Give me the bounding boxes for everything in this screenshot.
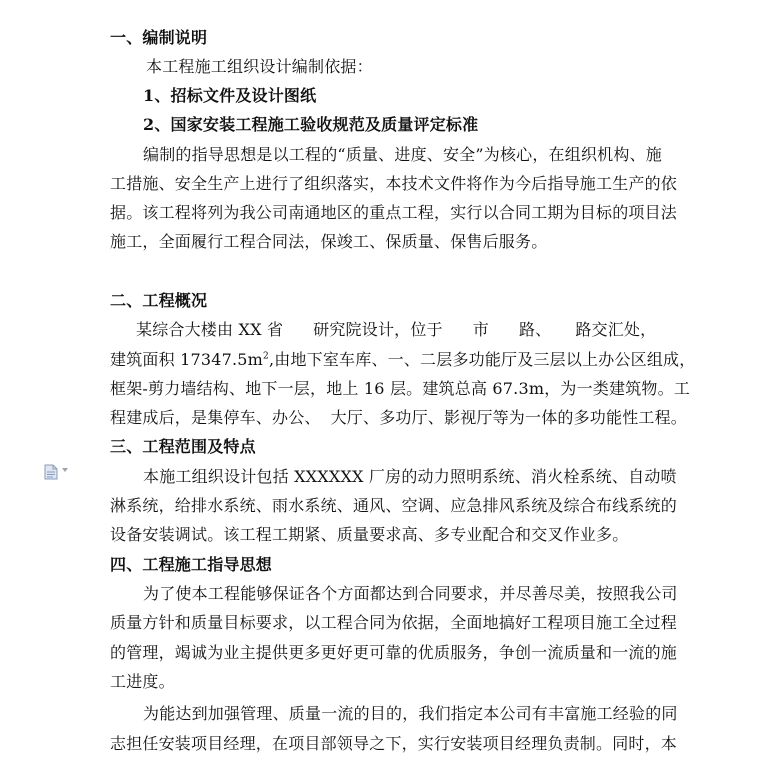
text-run: 路、 bbox=[518, 320, 552, 339]
superscript: 2 bbox=[263, 351, 269, 362]
section-1-item-2: 2、国家安装工程施工验收规范及质量评定标准 bbox=[143, 115, 479, 134]
paragraph-line: 据。该工程将列为我公司南通地区的重点工程，实行以合同工期为目标的项目法 bbox=[110, 203, 678, 222]
paragraph-line: 质量方针和质量目标要求，以工程合同为依据，全面地搞好工程项目施工全过程 bbox=[110, 613, 678, 632]
paragraph-line: 施工，全面履行工程合同法，保竣工、保质量、保售后服务。 bbox=[110, 232, 548, 251]
paragraph-line: 编制的指导思想是以工程的“质量、进度、安全”为核心，在组织机构、施 bbox=[143, 145, 662, 164]
paragraph-line: 为能达到加强管理、质量一流的目的，我们指定本公司有丰富施工经验的同 bbox=[143, 704, 678, 723]
paragraph-line: 工措施、安全生产上进行了组织落实，本技术文件将作为今后指导施工生产的依 bbox=[110, 174, 678, 193]
section-heading-2: 二、工程概况 bbox=[110, 291, 208, 310]
text-run: 市 bbox=[472, 320, 489, 339]
paragraph-line: 志担任安装项目经理，在项目部领导之下，实行安装项目经理负责制。同时，本 bbox=[110, 734, 678, 753]
paragraph-line: 设备安装调试。该工程工期紧、质量要求高、多专业配合和交叉作业多。 bbox=[110, 525, 629, 544]
paragraph-line bbox=[110, 403, 688, 432]
section-heading-4: 四、工程施工指导思想 bbox=[110, 555, 273, 574]
text-run: ,由地下室车库、一、二层多功能厅及三层以上办公区组成， bbox=[268, 350, 696, 369]
text-run: 某综合大楼由 XX 省 bbox=[136, 320, 284, 339]
chevron-down-icon[interactable] bbox=[62, 468, 68, 472]
text-run: 建筑面积 17347.5m bbox=[110, 350, 264, 369]
text-run: 路交汇处， bbox=[575, 320, 657, 339]
paragraph-line: 本施工组织设计包括 XXXXXX 厂房的动力照明系统、消火栓系统、自动喷 bbox=[143, 467, 677, 486]
paragraph-line bbox=[110, 345, 696, 374]
document-icon[interactable] bbox=[44, 464, 58, 480]
section-heading-1: 一、编制说明 bbox=[110, 28, 208, 47]
paragraph-line: 淋系统，给排水系统、雨水系统、通风、空调、应急排风系统及综合布线系统的 bbox=[110, 496, 678, 515]
paragraph-line: 为了使本工程能够保证各个方面都达到合同要求，并尽善尽美，按照我公司 bbox=[143, 584, 678, 603]
text-run: 程建成后，是集停车、办公、 bbox=[110, 408, 321, 427]
paragraph-line: 工进度。 bbox=[110, 672, 175, 691]
paragraph-line: 的管理，竭诚为业主提供更多更好更可靠的优质服务，争创一流质量和一流的施 bbox=[110, 643, 678, 662]
paragraph-line bbox=[136, 315, 696, 344]
text-run: 大厅、多功厅、影视厅等为一体的多功能性工程。 bbox=[330, 408, 688, 427]
paragraph-line: 框架-剪力墙结构、地下一层，地上 16 层。建筑总高 67.3m，为一类建筑物。工 bbox=[110, 379, 691, 398]
text-run: 研究院设计，位于 bbox=[313, 320, 443, 339]
section-1-item-1: 1、招标文件及设计图纸 bbox=[143, 86, 317, 105]
section-1-intro: 本工程施工组织设计编制依据： bbox=[146, 57, 373, 76]
section-heading-3: 三、工程范围及特点 bbox=[110, 437, 256, 456]
